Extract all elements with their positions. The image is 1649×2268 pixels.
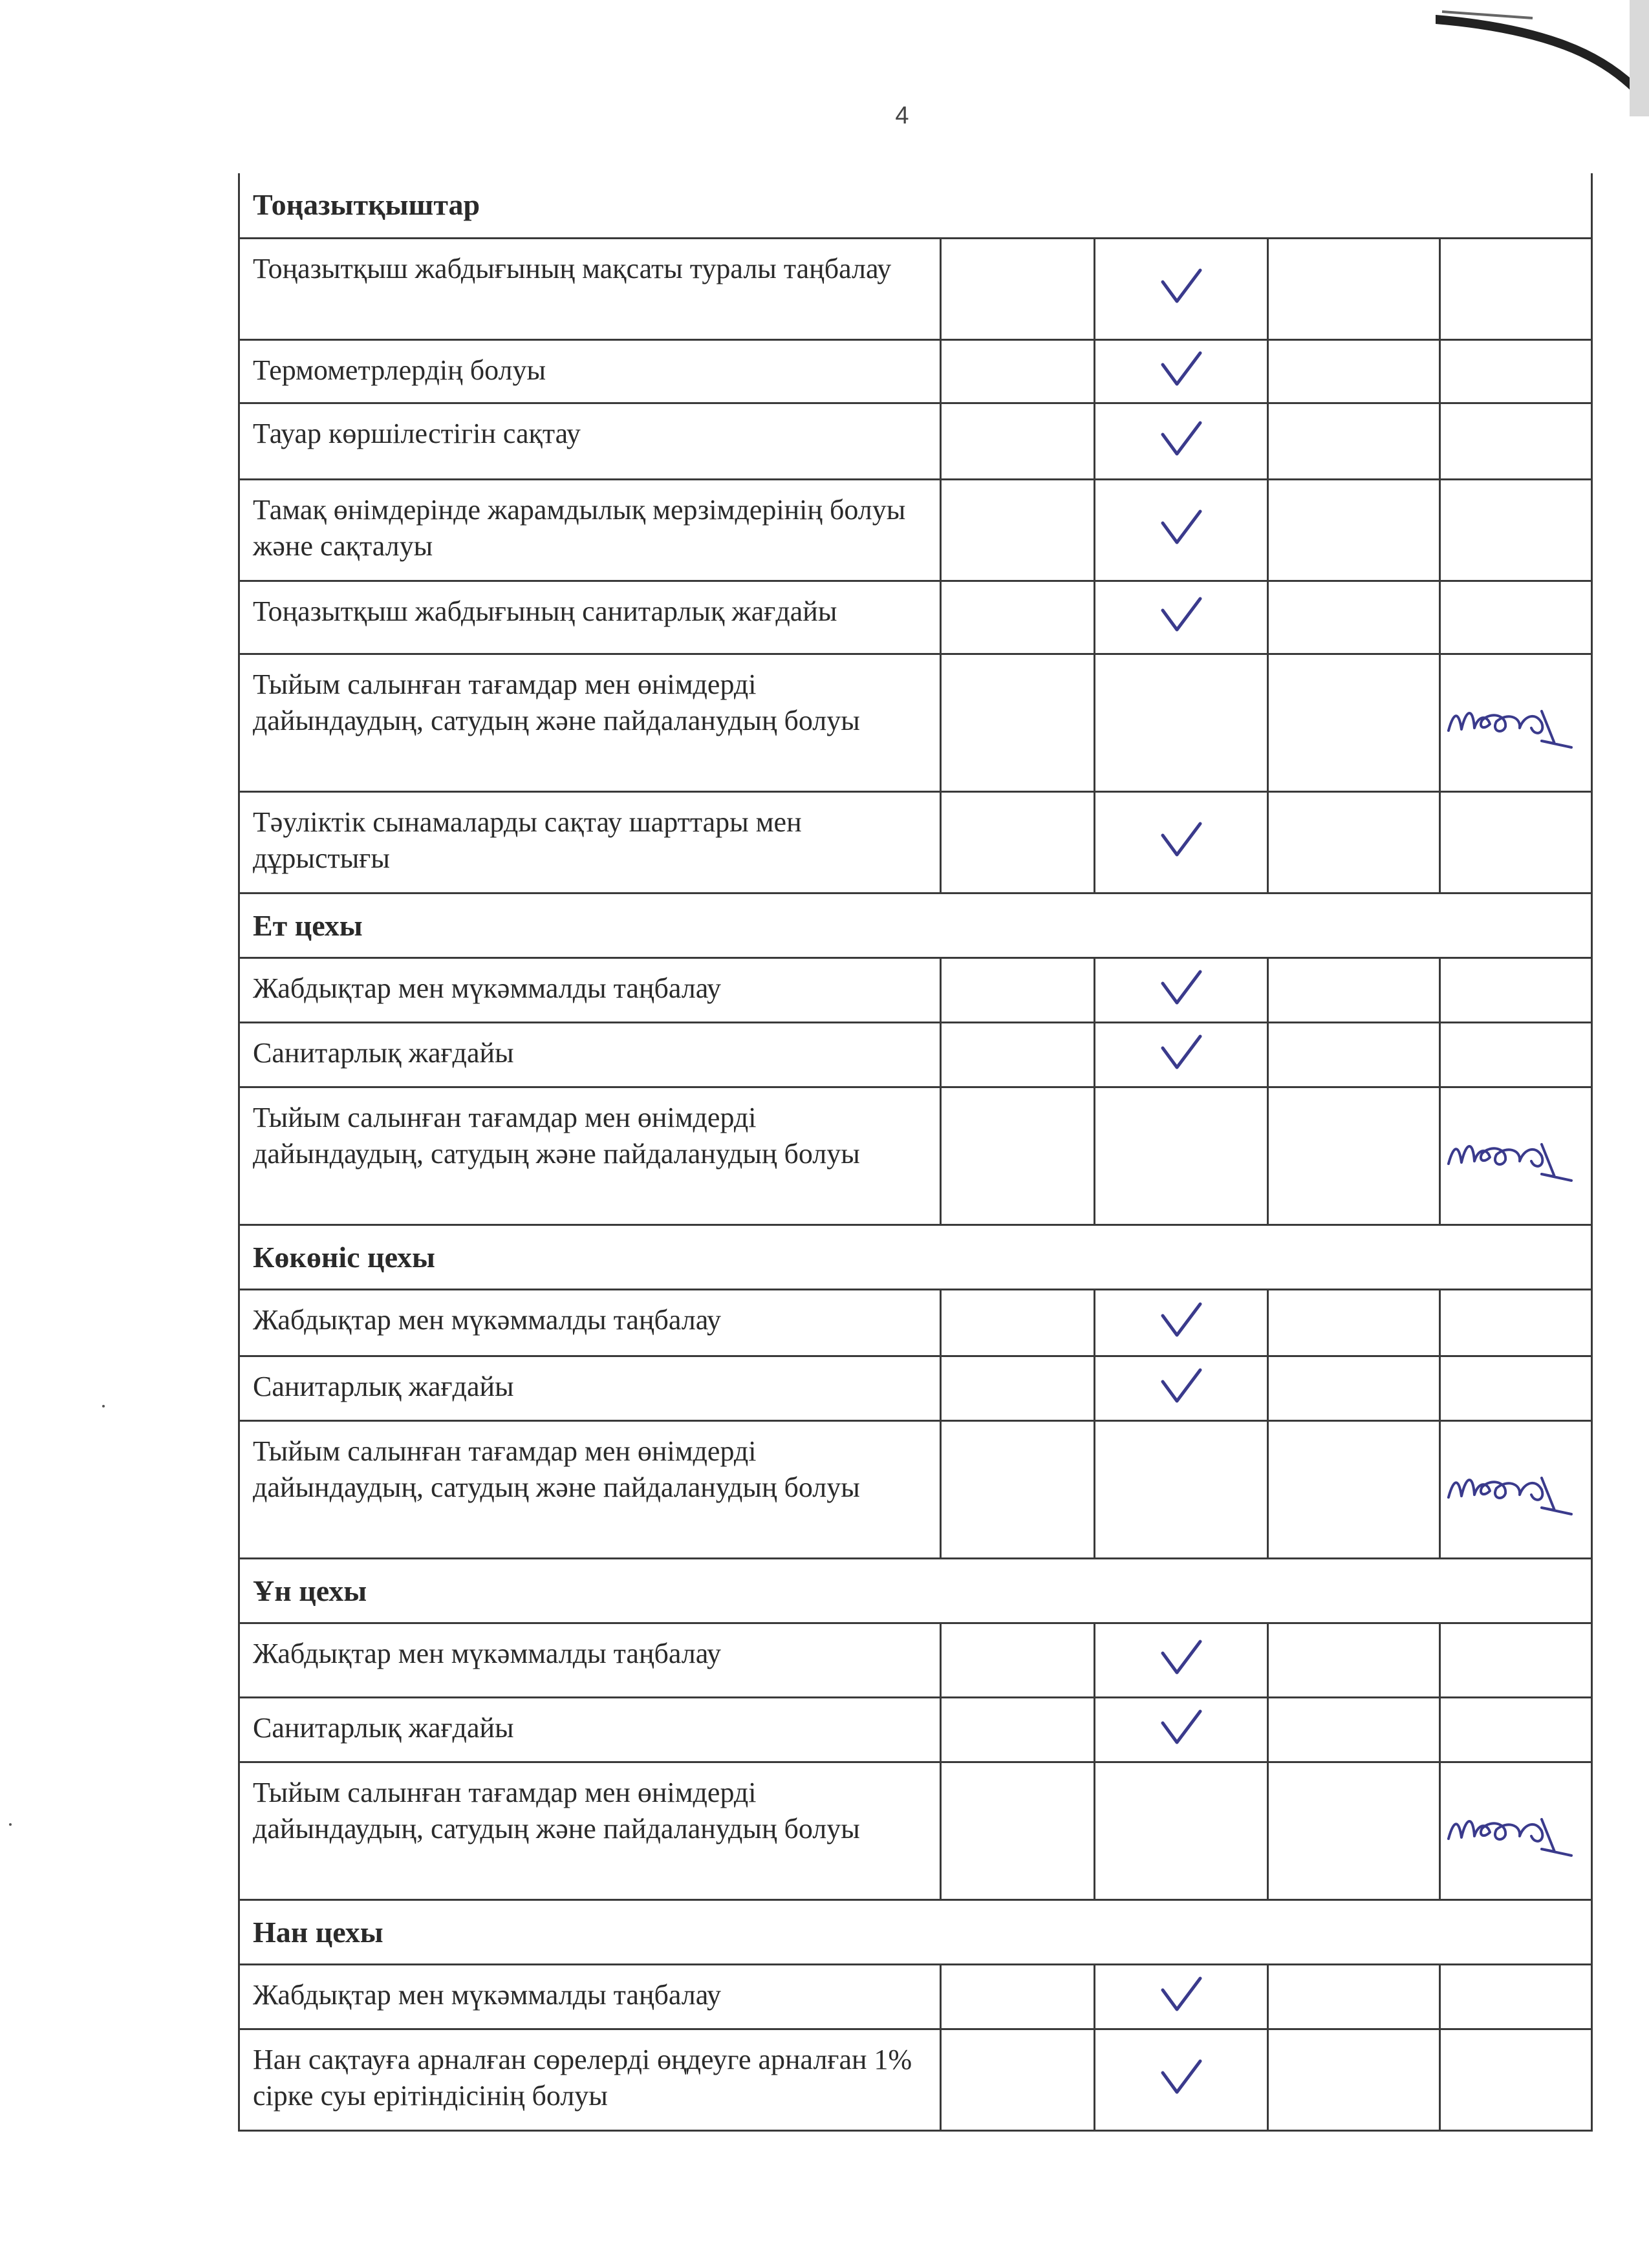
mark-cell-yes [1095,957,1268,1022]
mark-cell-empty [1095,1420,1268,1558]
mark-cell-yes [1095,479,1268,581]
mark-cell-empty [1268,238,1440,339]
table-row [239,1087,1592,1225]
table-row [239,654,1592,791]
mark-cell-empty [1440,238,1592,339]
mark-cell-empty [941,1087,1095,1225]
mark-cell-yes [1095,1697,1268,1762]
checkmark-icon [1159,2059,1204,2097]
criterion-text: Нан сақтауға арналған сөрелерді өңдеуге арналған 1% сірке суы ерітіндісінің болуы [239,2029,941,2130]
mark-cell-empty [1440,791,1592,893]
mark-cell-empty [1440,1697,1592,1762]
handwritten-no-mark [1445,1459,1587,1517]
mark-cell-empty [941,479,1095,581]
checkmark-icon [1159,1301,1204,1340]
mark-cell-empty [941,238,1095,339]
mark-cell-empty [1440,339,1592,403]
section-row [239,1899,1592,1964]
mark-cell-empty [1095,1762,1268,1899]
mark-cell-empty [941,339,1095,403]
table-row [239,1697,1592,1762]
section-row [239,1558,1592,1623]
section-title: Тоңазытқыштар [239,173,1592,238]
table-row [239,238,1592,339]
mark-cell-empty [941,2029,1095,2130]
mark-cell-empty [1268,339,1440,403]
mark-cell-yes [1095,1356,1268,1420]
mark-cell-empty [1440,479,1592,581]
table-row [239,581,1592,654]
table-row [239,957,1592,1022]
criterion-text: Санитарлық жағдайы [239,1022,941,1087]
section-row [239,893,1592,957]
criterion-text: Термометрлердің болуы [239,339,941,403]
mark-cell-yes [1095,403,1268,479]
mark-cell-empty [941,1623,1095,1697]
table-row [239,791,1592,893]
checkmark-icon [1159,969,1204,1008]
mark-cell-empty [1440,403,1592,479]
mark-cell-empty [1268,1697,1440,1762]
table-row [239,1289,1592,1356]
mark-cell-empty [941,957,1095,1022]
criterion-text: Тоңазытқыш жабдығының мақсаты туралы таңбалау [239,238,941,339]
mark-cell-empty [1268,1623,1440,1697]
mark-cell-yes [1095,1964,1268,2029]
table-row [239,1762,1592,1899]
table-row [239,1356,1592,1420]
mark-cell-empty [1440,1356,1592,1420]
checkmark-icon [1159,1976,1204,2015]
table-row [239,479,1592,581]
mark-cell-no [1440,1087,1592,1225]
mark-cell-empty [1440,1964,1592,2029]
checkmark-icon [1159,1639,1204,1678]
mark-cell-empty [1268,1964,1440,2029]
mark-cell-empty [1268,1420,1440,1558]
handwritten-no-mark [1445,1800,1587,1858]
checkmark-icon [1159,509,1204,548]
mark-cell-yes [1095,1289,1268,1356]
table-row [239,2029,1592,2130]
checkmark-icon [1159,268,1204,306]
mark-cell-empty [1268,1762,1440,1899]
checkmark-icon [1159,1034,1204,1073]
mark-cell-empty [1440,581,1592,654]
criterion-text: Тыйым салынған тағамдар мен өнімдерді дайындаудың, сатудың және пайдаланудың болуы [239,1762,941,1899]
criterion-text: Тыйым салынған тағамдар мен өнімдерді дайындаудың, сатудың және пайдаланудың болуы [239,654,941,791]
mark-cell-empty [1268,791,1440,893]
mark-cell-yes [1095,238,1268,339]
mark-cell-empty [1440,2029,1592,2130]
mark-cell-empty [1268,581,1440,654]
mark-cell-yes [1095,2029,1268,2130]
mark-cell-empty [1268,1289,1440,1356]
mark-cell-yes [1095,339,1268,403]
criterion-text: Тыйым салынған тағамдар мен өнімдерді дайындаудың, сатудың және пайдаланудың болуы [239,1420,941,1558]
mark-cell-empty [1440,1022,1592,1087]
section-title: Көкөніс цехы [239,1225,1592,1289]
handwritten-no-mark [1445,692,1587,750]
mark-cell-empty [941,581,1095,654]
mark-cell-yes [1095,1623,1268,1697]
mark-cell-yes [1095,791,1268,893]
checkmark-icon [1159,350,1204,389]
mark-cell-no [1440,1762,1592,1899]
mark-cell-empty [941,1697,1095,1762]
mark-cell-empty [941,1762,1095,1899]
mark-cell-yes [1095,1022,1268,1087]
criterion-text: Жабдықтар мен мүкәммалды таңбалау [239,1289,941,1356]
mark-cell-empty [1268,654,1440,791]
checkmark-icon [1159,1367,1204,1406]
mark-cell-no [1440,1420,1592,1558]
mark-cell-empty [1268,403,1440,479]
mark-cell-empty [1440,957,1592,1022]
mark-cell-empty [1095,654,1268,791]
section-row [239,173,1592,238]
mark-cell-empty [1268,479,1440,581]
handwritten-no-mark [1445,1125,1587,1183]
table-row [239,1623,1592,1697]
mark-cell-empty [1268,1087,1440,1225]
inspection-table-body [239,173,1592,2130]
scan-dot [102,1405,105,1407]
section-title: Нан цехы [239,1899,1592,1964]
criterion-text: Тоңазытқыш жабдығының санитарлық жағдайы [239,581,941,654]
mark-cell-no [1440,654,1592,791]
mark-cell-empty [941,1022,1095,1087]
mark-cell-empty [941,1289,1095,1356]
criterion-text: Жабдықтар мен мүкәммалды таңбалау [239,1623,941,1697]
criterion-text: Санитарлық жағдайы [239,1697,941,1762]
mark-cell-empty [1268,1356,1440,1420]
mark-cell-yes [1095,581,1268,654]
mark-cell-empty [1440,1623,1592,1697]
section-title: Ет цехы [239,893,1592,957]
mark-cell-empty [941,403,1095,479]
table-row [239,1420,1592,1558]
criterion-text: Жабдықтар мен мүкәммалды таңбалау [239,1964,941,2029]
checkmark-icon [1159,821,1204,860]
mark-cell-empty [941,1420,1095,1558]
table-row [239,1022,1592,1087]
mark-cell-empty [941,791,1095,893]
inspection-table [238,173,1593,2132]
mark-cell-empty [941,654,1095,791]
table-row [239,339,1592,403]
criterion-text: Тауар көршілестігін сақтау [239,403,941,479]
page-number: 4 [895,102,909,129]
checkmark-icon [1159,596,1204,635]
criterion-text: Тамақ өнімдерінде жарамдылық мерзімдерінің болуы және сақталуы [239,479,941,581]
mark-cell-empty [1268,957,1440,1022]
criterion-text: Жабдықтар мен мүкәммалды таңбалау [239,957,941,1022]
criterion-text: Тәуліктік сынамаларды сақтау шарттары мен дұрыстығы [239,791,941,893]
mark-cell-empty [941,1356,1095,1420]
section-title: Ұн цехы [239,1558,1592,1623]
section-row [239,1225,1592,1289]
scan-edge-mark [1436,0,1649,116]
criterion-text: Санитарлық жағдайы [239,1356,941,1420]
table-row [239,403,1592,479]
criterion-text: Тыйым салынған тағамдар мен өнімдерді дайындаудың, сатудың және пайдаланудың болуы [239,1087,941,1225]
checkmark-icon [1159,420,1204,459]
mark-cell-empty [1095,1087,1268,1225]
checkmark-icon [1159,1709,1204,1748]
mark-cell-empty [1268,1022,1440,1087]
mark-cell-empty [941,1964,1095,2029]
table-row [239,1964,1592,2029]
mark-cell-empty [1268,2029,1440,2130]
scan-dot [9,1823,12,1826]
mark-cell-empty [1440,1289,1592,1356]
